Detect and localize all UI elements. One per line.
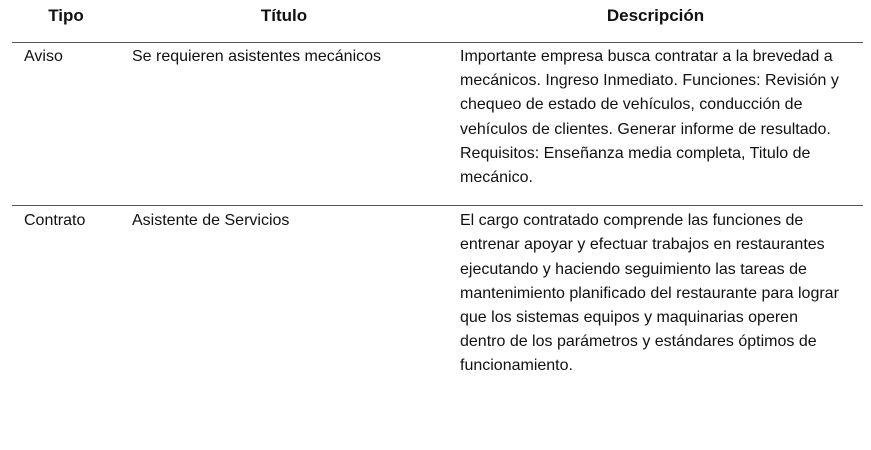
cell-descripcion: Importante empresa busca contratar a la brevedad a mecánicos. Ingreso Inmediato. Funciones: Revisión y chequeo de estado de vehículos, conducción de vehículos de clientes. Generar informe de resultado. Requisitos: Enseñanza media completa, Titulo de mecánico. xyxy=(448,43,863,206)
cell-titulo: Asistente de Servicios xyxy=(132,212,290,230)
table-body xyxy=(12,43,863,393)
header-descripcion: Descripción xyxy=(448,0,863,43)
cell-tipo: Aviso xyxy=(12,43,120,206)
cell-descripcion: El cargo contratado comprende las funciones de entrenar apoyar y efectuar trabajos en restaurantes ejecutando y haciendo seguimiento las tareas de mantenimiento planificado del restaurante para lograr que los sistemas equipos y maquinarias operen dentro de los parámetros y estándares óptimos de funcionamiento. xyxy=(460,212,839,375)
header-row xyxy=(12,0,863,43)
header-titulo: Título xyxy=(120,0,448,43)
table-header xyxy=(12,0,863,43)
cell-titulo: Se requieren asistentes mecánicos xyxy=(120,43,448,206)
header-tipo: Tipo xyxy=(12,0,120,43)
cell-tipo: Contrato xyxy=(24,212,86,230)
job-listings-table xyxy=(12,0,863,393)
table-row xyxy=(12,43,863,206)
table-row xyxy=(12,206,863,393)
